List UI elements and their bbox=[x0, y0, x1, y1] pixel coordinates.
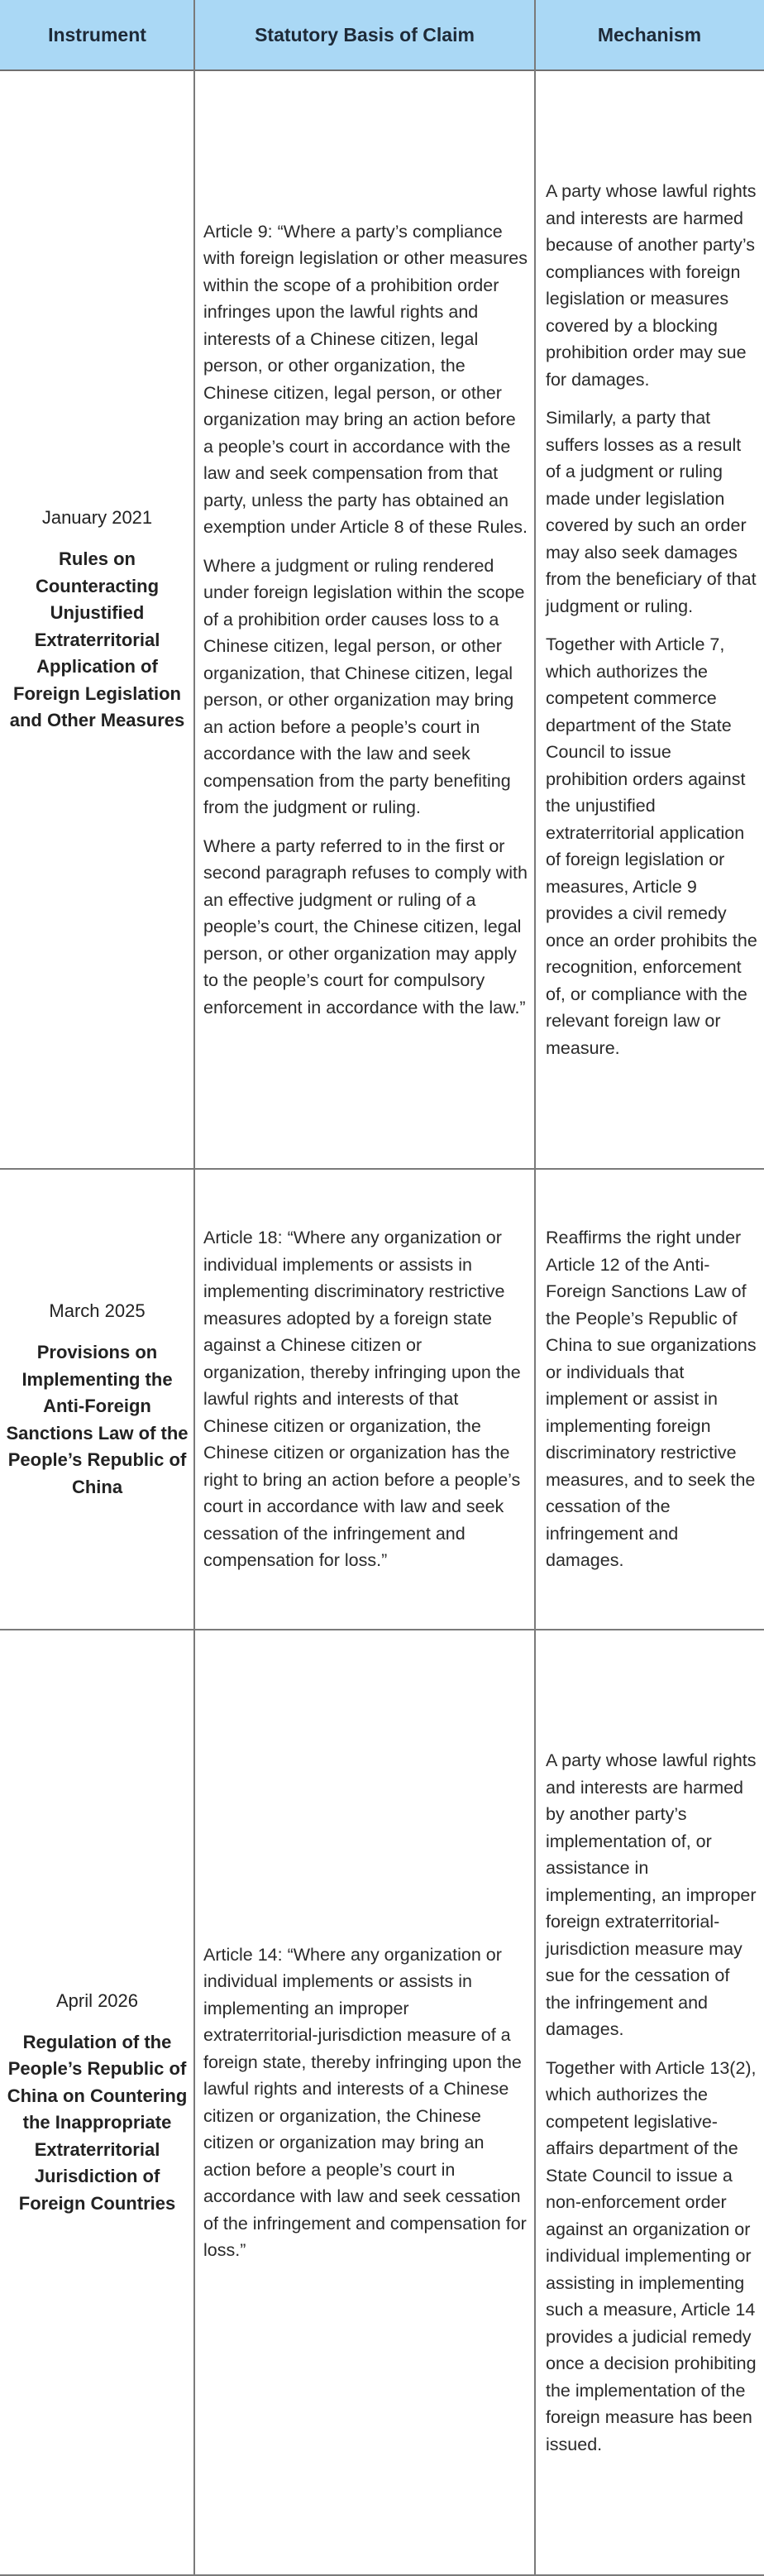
table-row-mechanism bbox=[536, 1630, 764, 2574]
instrument-title: Rules on Counteracting Unjustified Extraterritorial Application of Foreign Legislation and Other Measures bbox=[9, 548, 185, 731]
mechanism-paragraph: A party whose lawful rights and interests are harmed by another party’s implementation of, or assistance in implementing, an improper foreign extraterritorial-jurisdiction measure may sue for the cessation of the infringement and damages. bbox=[546, 1750, 757, 2039]
basis-paragraph: Article 9: “Where a party’s compliance with foreign legislation or other measures within the scope of a prohibition order infringes upon the lawful rights and interests of a Chinese citizen, legal person, or other organization, the Chinese citizen, legal person, or other organization may bring an action before a people’s court in accordance with the law and seek compensation from that party, unless the party has obtained an exemption under Article 8 of these Rules. bbox=[203, 221, 528, 538]
header-mechanism: Mechanism bbox=[597, 23, 702, 45]
header-basis: Statutory Basis of Claim bbox=[255, 23, 475, 45]
instrument-title: Provisions on Implementing the Anti-Foreign Sanctions Law of the People’s Republic of China bbox=[6, 1342, 189, 1497]
mechanism-paragraph: Similarly, a party that suffers losses as a result of a judgment or ruling made under legislation covered by such an order may also seek damages from the beneficiary of that judgment or ruling. bbox=[546, 408, 757, 616]
table-row-mechanism bbox=[536, 71, 764, 1168]
instrument-date: January 2021 bbox=[41, 507, 153, 529]
table-row-instrument bbox=[0, 71, 194, 1168]
table-row-mechanism bbox=[536, 1170, 764, 1629]
table-row-instrument bbox=[0, 1630, 194, 2574]
instrument-title: Regulation of the People’s Republic of China on Countering the Inappropriate Extraterritorial Jurisdiction of Foreign Countries bbox=[7, 2031, 188, 2214]
table-row-basis bbox=[195, 1630, 534, 2574]
table-header bbox=[0, 0, 764, 71]
table-row-instrument bbox=[0, 1170, 194, 1629]
header-instrument: Instrument bbox=[48, 23, 146, 45]
instrument-date: April 2026 bbox=[55, 1989, 139, 2011]
mechanism-paragraph: Reaffirms the right under Article 12 of the Anti-Foreign Sanctions Law of the People’s Republic of China to sue organizations or individuals that implement or assist in implementing foreign discriminatory restrictive measures, and to seek the cessation of the infringement and damages. bbox=[546, 1228, 757, 1571]
basis-paragraph: Article 14: “Where any organization or individual implements or assists in implementing an improper extraterritorial-jurisdiction measure of a foreign state, thereby infringing upon the lawful rights and interests of a Chinese citizen or organization, the Chinese citizen or organization may bring an action before a people’s court in accordance with law and seek cessation of the infringement and compensation for loss.” bbox=[203, 1944, 527, 2260]
mechanism-paragraph: A party whose lawful rights and interests are harmed because of another party’s compliances with foreign legislation or measures covered by a blocking prohibition order may sue for damages. bbox=[546, 181, 757, 390]
table-row-basis bbox=[195, 71, 534, 1168]
basis-paragraph: Where a judgment or ruling rendered under foreign legislation within the scope of a prohibition order causes loss to a Chinese citizen, legal person, or other organization, that Chinese citizen, legal person, or other organization may bring an action before a people’s court in accordance with the law and seek compensation from the party benefiting from the judgment or ruling. bbox=[203, 555, 525, 818]
table-row-basis bbox=[195, 1170, 534, 1629]
mechanism-paragraph: Together with Article 7, which authorizes the competent commerce department of the State Council to issue prohibition orders against the unjustified extraterritorial application of foreign legislation or measures, Article 9 provides a civil remedy once an order prohibits the recognition, enforcement of, or compliance with the relevant foreign law or measure. bbox=[546, 634, 757, 1058]
mechanism-paragraph: Together with Article 13(2), which authorizes the competent legislative-affairs department of the State Council to issue a non-enforcement order against an organization or individual implementing or assisting in implementing such a measure, Article 14 provides a judicial remedy once a decision prohibiting the implementation of the foreign measure has been issued. bbox=[546, 2057, 757, 2454]
basis-paragraph: Where a party referred to in the first or second paragraph refuses to comply with an effective judgment or ruling of a people’s court, the Chinese citizen, legal person, or other organization may apply to the people’s court for compulsory enforcement in accordance with the law.” bbox=[203, 836, 528, 1017]
basis-paragraph: Article 18: “Where any organization or individual implements or assists in implementing discriminatory restrictive measures adopted by a foreign state against a Chinese citizen or organization, thereby infringing upon the lawful rights and interests of that Chinese citizen or organization, the Chinese citizen or organization has the right to bring an action before a people’s court in accordance with law and seek cessation of the infringement and compensation for loss.” bbox=[203, 1228, 521, 1571]
instrument-date: March 2025 bbox=[49, 1300, 146, 1321]
